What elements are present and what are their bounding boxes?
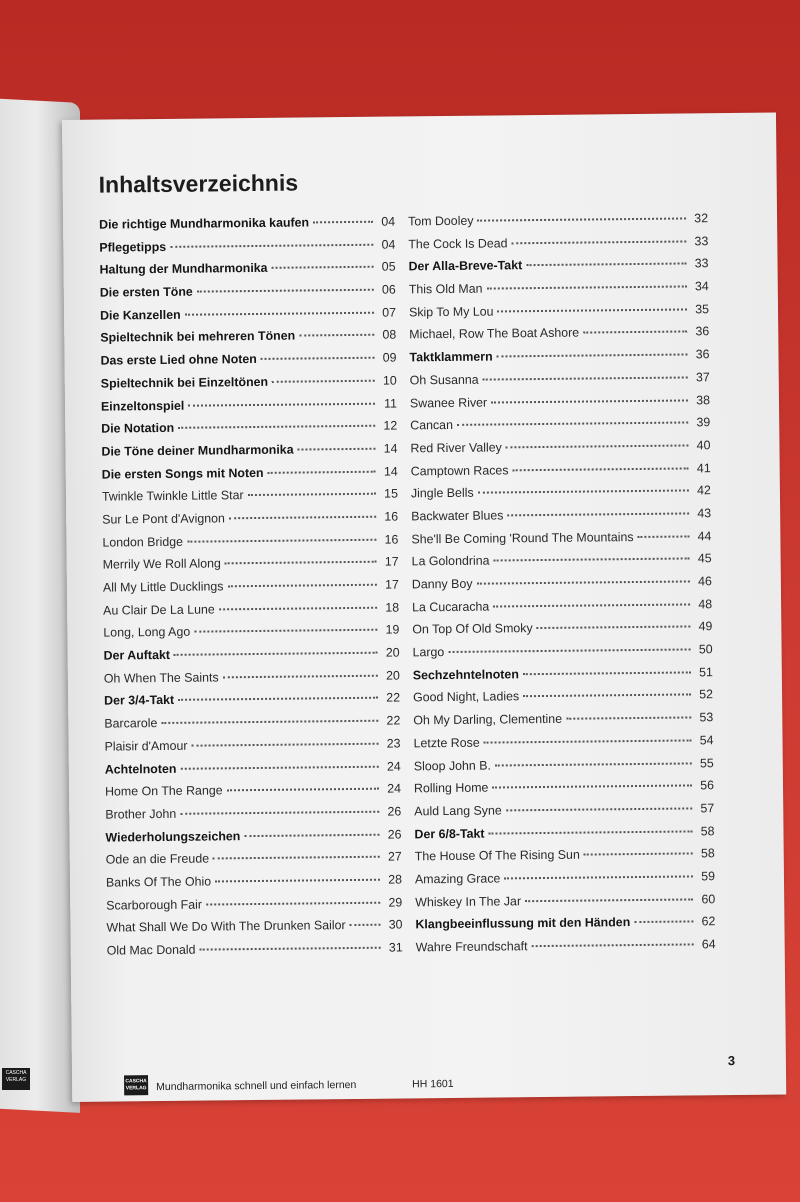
dot-leader xyxy=(197,289,374,293)
dot-leader xyxy=(174,652,378,656)
dot-leader xyxy=(511,240,686,244)
dot-leader xyxy=(486,286,686,290)
toc-entry-title: Achtelnoten xyxy=(104,761,177,777)
toc-entry-page: 35 xyxy=(695,301,710,317)
toc-entry-title: What Shall We Do With The Drunken Sailor xyxy=(106,918,346,935)
toc-entry-page: 60 xyxy=(701,891,716,906)
toc-entry-title: Camptown Races xyxy=(410,462,509,478)
dot-leader xyxy=(493,558,689,562)
toc-entry xyxy=(103,577,399,603)
toc-entry-title: This Old Man xyxy=(408,281,483,297)
dot-leader xyxy=(476,580,689,584)
toc-entry xyxy=(103,555,399,581)
toc-entry xyxy=(105,804,401,830)
toc-entry-title: Oh When The Saints xyxy=(103,670,219,686)
dot-leader xyxy=(272,380,375,383)
toc-entry-page: 31 xyxy=(388,940,403,955)
toc-entry-title: Ode an die Freude xyxy=(105,851,210,867)
toc-entry xyxy=(414,756,714,782)
toc-entry-title: Die ersten Töne xyxy=(99,284,193,300)
toc-entry-page: 41 xyxy=(696,460,711,475)
toc-entry-title: La Golondrina xyxy=(411,553,490,569)
toc-entry-title: Taktklammern xyxy=(409,349,493,365)
page-title: Inhaltsverzeichnis xyxy=(98,169,299,198)
toc-entry-title: Twinkle Twinkle Little Star xyxy=(101,488,244,504)
page-footer xyxy=(124,1063,744,1099)
dot-leader xyxy=(478,490,689,494)
toc-entry-title: Sloop John B. xyxy=(413,758,492,773)
toc-entry-page: 58 xyxy=(700,823,715,838)
toc-entry-page: 62 xyxy=(701,914,716,929)
toc-entry-page: 64 xyxy=(701,937,716,952)
dot-leader xyxy=(191,743,378,747)
toc-entry xyxy=(415,892,715,918)
toc-entry-page: 54 xyxy=(699,733,714,748)
dot-leader xyxy=(497,354,688,358)
dot-leader xyxy=(227,584,376,588)
toc-entry-title: Au Clair De La Lune xyxy=(103,602,215,618)
toc-entry-page: 06 xyxy=(381,282,396,297)
toc-entry-title: Sur Le Pont d'Avignon xyxy=(102,511,225,527)
toc-entry xyxy=(415,846,715,872)
toc-entry-title: Largo xyxy=(412,645,445,660)
toc-entry-page: 12 xyxy=(383,418,398,433)
toc-entry-title: Whiskey In The Jar xyxy=(415,893,522,909)
toc-entry xyxy=(102,532,398,558)
dot-leader xyxy=(185,311,374,315)
toc-entry xyxy=(412,620,712,646)
left-page-logo: CASCHA VERLAG xyxy=(2,1068,30,1090)
toc-entry xyxy=(100,305,396,331)
toc-entry xyxy=(408,257,708,283)
toc-entry-title: Home On The Range xyxy=(104,783,223,799)
dot-leader xyxy=(215,879,380,883)
toc-entry-title: Tom Dooley xyxy=(408,213,474,229)
toc-entry xyxy=(413,642,713,668)
toc-entry-title: Die Kanzellen xyxy=(99,307,181,323)
toc-entry-title: Das erste Lied ohne Noten xyxy=(100,352,257,368)
toc-entry-title: Backwater Blues xyxy=(411,508,504,524)
toc-entry-page: 38 xyxy=(696,392,711,407)
dot-leader xyxy=(200,947,381,951)
dot-leader xyxy=(531,943,693,947)
toc-entry-title: Oh My Darling, Clementine xyxy=(413,711,563,728)
toc-entry-page: 58 xyxy=(700,846,715,861)
toc-entry-page: 50 xyxy=(698,642,713,657)
toc-entry xyxy=(414,801,714,827)
dot-leader xyxy=(187,538,376,542)
toc-entry-page: 16 xyxy=(384,509,399,524)
toc-entry xyxy=(413,710,713,736)
toc-entry xyxy=(102,464,398,490)
footer-book-title: Mundharmonika schnell und einfach lernen xyxy=(156,1078,357,1094)
dot-leader xyxy=(448,649,690,654)
toc-entry-page: 59 xyxy=(701,869,716,884)
toc-entry xyxy=(410,415,710,441)
toc-entry-title: Klangbeeinflussung mit den Händen xyxy=(415,915,631,932)
toc-entry-page: 37 xyxy=(695,370,710,385)
dot-leader xyxy=(298,448,376,451)
toc-entry xyxy=(411,529,711,555)
toc-entry xyxy=(102,509,398,535)
toc-entry xyxy=(410,438,710,464)
toc-entry-title: Die ersten Songs mit Noten xyxy=(101,465,264,482)
toc-entry-page: 17 xyxy=(384,554,399,569)
toc-entry-title: Michael, Row The Boat Ashore xyxy=(409,326,580,342)
toc-entry-title: Die Töne deiner Mundharmonika xyxy=(101,442,294,459)
dot-leader xyxy=(525,898,693,902)
toc-entry-page: 17 xyxy=(385,577,399,592)
toc-entry-title: Pflegetipps xyxy=(99,239,167,255)
toc-entry-title: Spieltechnik bei mehreren Tönen xyxy=(100,329,296,346)
toc-entry-title: Oh Susanna xyxy=(409,372,479,388)
toc-entry xyxy=(410,370,710,396)
toc-entry-page: 55 xyxy=(699,755,714,770)
toc-entry-title: Good Night, Ladies xyxy=(412,689,520,705)
toc-entry-title: London Bridge xyxy=(102,534,184,550)
toc-entry xyxy=(101,419,397,445)
toc-entry-page: 53 xyxy=(699,710,714,725)
dot-leader xyxy=(498,308,688,312)
dot-leader xyxy=(477,217,686,221)
toc-entry-page: 15 xyxy=(384,486,399,501)
toc-entry-page: 48 xyxy=(698,596,713,612)
dot-leader xyxy=(504,875,693,879)
dot-leader xyxy=(299,334,374,337)
toc-entry-title: Jingle Bells xyxy=(410,485,474,501)
toc-entry xyxy=(409,302,709,328)
toc-entry-page: 20 xyxy=(385,668,400,683)
toc-entry-page: 14 xyxy=(383,464,398,479)
toc-entry-title: Skip To My Lou xyxy=(408,304,494,320)
toc-entry-page: 51 xyxy=(698,664,713,680)
toc-entry-page: 46 xyxy=(697,574,712,589)
toc-entry xyxy=(411,461,711,487)
dot-leader xyxy=(512,467,688,471)
toc-entry-title: Barcarole xyxy=(104,716,158,731)
toc-entry xyxy=(106,895,402,921)
toc-entry xyxy=(104,691,400,717)
dot-leader xyxy=(483,376,688,380)
dot-leader xyxy=(313,221,373,224)
toc-entry-page: 44 xyxy=(697,528,712,543)
toc-entry-title: La Cucaracha xyxy=(412,599,490,615)
toc-entry-title: Auld Lang Syne xyxy=(414,803,502,819)
toc-entry-title: On Top Of Old Smoky xyxy=(412,621,533,637)
dot-leader xyxy=(219,606,377,610)
toc-entry-page: 14 xyxy=(383,441,398,456)
toc-entry-title: The House Of The Rising Sun xyxy=(414,847,580,864)
dot-leader xyxy=(225,561,377,565)
toc-entry xyxy=(411,483,711,509)
dot-leader xyxy=(523,694,691,698)
toc-entry-page: 08 xyxy=(382,327,397,343)
toc-entry xyxy=(409,279,709,305)
toc-entry xyxy=(99,237,395,263)
toc-entry-page: 57 xyxy=(700,801,715,816)
toc-entry-title: Einzeltonspiel xyxy=(100,398,185,414)
toc-entry-title: Red River Valley xyxy=(410,440,502,456)
toc-entry-title: Der 3/4-Takt xyxy=(104,693,175,709)
toc-entry-title: Danny Boy xyxy=(411,576,473,592)
toc-entry-title: Die Notation xyxy=(101,421,175,436)
toc-entry xyxy=(107,940,403,966)
toc-entry-title: Spieltechnik bei Einzeltönen xyxy=(100,374,269,391)
dot-leader xyxy=(223,674,378,678)
toc-entry-title: Wahre Freundschaft xyxy=(415,939,528,955)
dot-leader xyxy=(206,901,380,905)
toc-entry-page: 33 xyxy=(694,256,709,271)
toc-entry xyxy=(104,646,400,672)
toc-entry xyxy=(105,782,401,808)
toc-entry xyxy=(413,688,713,714)
toc-entry-title: Haltung der Mundharmonika xyxy=(99,261,268,277)
dot-leader xyxy=(506,807,693,811)
toc-entry-page: 09 xyxy=(382,350,397,365)
toc-entry-page: 36 xyxy=(695,324,710,339)
toc-entry xyxy=(410,393,710,419)
dot-leader xyxy=(634,921,693,924)
toc-entry xyxy=(408,211,708,237)
toc-entry-page: 27 xyxy=(387,849,402,864)
toc-entry-title: Merrily We Roll Along xyxy=(102,556,221,572)
toc-entry xyxy=(99,260,395,286)
toc-entry-title: All My Little Ducklings xyxy=(102,579,224,595)
dot-leader xyxy=(188,402,375,406)
toc-entry xyxy=(101,396,397,422)
toc-entry-title: Der Auftakt xyxy=(103,647,171,663)
dot-leader xyxy=(493,603,690,607)
booklet-page xyxy=(62,113,786,1102)
toc-entry-page: 34 xyxy=(694,279,709,294)
dot-leader xyxy=(244,833,379,836)
toc-entry-page: 32 xyxy=(694,211,709,226)
toc-entry xyxy=(409,325,709,351)
dot-leader xyxy=(261,357,375,360)
dot-leader xyxy=(272,266,374,269)
toc-entry xyxy=(103,600,399,626)
dot-leader xyxy=(537,626,691,630)
toc-entry-page: 18 xyxy=(385,600,400,615)
dot-leader xyxy=(526,263,686,267)
footer-code: HH 1601 xyxy=(412,1077,454,1091)
toc-entry-page: 28 xyxy=(388,872,403,887)
toc-entry-page: 24 xyxy=(387,781,402,796)
toc-entry-page: 16 xyxy=(384,532,399,547)
toc-entry xyxy=(101,441,397,467)
toc-entry-page: 26 xyxy=(387,827,402,842)
toc-entry xyxy=(104,668,400,694)
toc-entry xyxy=(101,373,397,399)
toc-entry xyxy=(414,778,714,804)
toc-entry-title: Old Mac Donald xyxy=(106,942,196,958)
toc-entry xyxy=(106,850,402,876)
toc-entry xyxy=(412,552,712,578)
toc-entry-title: Amazing Grace xyxy=(414,871,501,887)
toc-entry xyxy=(100,351,396,377)
toc-entry-title: Banks Of The Ohio xyxy=(105,874,212,890)
toc-entry-title: Rolling Home xyxy=(413,780,489,796)
toc-entry-title: Brother John xyxy=(105,806,177,822)
toc-entry-title: Wiederholungszeichen xyxy=(105,828,241,845)
toc-entry-title: Der Alla-Breve-Takt xyxy=(408,258,523,274)
dot-leader xyxy=(491,399,688,403)
toc-entry-page: 22 xyxy=(386,690,401,706)
dot-leader xyxy=(213,856,380,860)
toc-entry-page: 39 xyxy=(696,415,711,430)
toc-entry-title: Die richtige Mundharmonika kaufen xyxy=(99,215,310,232)
dot-leader xyxy=(484,739,692,743)
publisher-logo: CASCHA VERLAG xyxy=(124,1075,148,1095)
dot-leader xyxy=(584,853,693,856)
toc-entry-page: 19 xyxy=(385,622,400,638)
dot-leader xyxy=(229,516,376,520)
toc-entry-title: Scarborough Fair xyxy=(106,897,203,913)
dot-leader xyxy=(638,535,690,538)
toc-entry xyxy=(413,665,713,691)
toc-entry-page: 29 xyxy=(388,895,403,910)
toc-entry xyxy=(415,869,715,895)
dot-leader xyxy=(178,425,375,429)
dot-leader xyxy=(495,762,692,766)
page-number: 3 xyxy=(727,1053,736,1069)
toc-entry-page: 04 xyxy=(381,214,396,229)
toc-entry-page: 11 xyxy=(384,396,398,411)
toc-entry-page: 40 xyxy=(696,438,711,453)
dot-leader xyxy=(194,629,377,633)
toc-entry xyxy=(415,915,715,941)
dot-leader xyxy=(267,470,375,473)
dot-leader xyxy=(507,512,689,516)
toc-entry xyxy=(409,347,709,373)
toc-entry xyxy=(100,283,396,309)
toc-entry-title: Sechzehntelnoten xyxy=(412,666,519,683)
dot-leader xyxy=(566,717,691,720)
toc-entry-page: 30 xyxy=(388,917,403,932)
dot-leader xyxy=(178,697,378,701)
toc-left-column xyxy=(99,215,403,967)
toc-entry-page: 07 xyxy=(382,305,397,320)
dot-leader xyxy=(457,422,688,426)
dot-leader xyxy=(488,830,692,834)
toc-entry-title: Cancan xyxy=(410,418,454,433)
toc-entry xyxy=(102,487,398,513)
dot-leader xyxy=(492,785,692,789)
toc-entry xyxy=(411,506,711,532)
dot-leader xyxy=(180,765,378,769)
dot-leader xyxy=(350,924,381,926)
dot-leader xyxy=(506,444,689,448)
toc-entry xyxy=(99,215,395,241)
toc-entry xyxy=(100,328,396,354)
toc-entry-page: 05 xyxy=(381,259,396,275)
dot-leader xyxy=(583,331,687,334)
toc-entry xyxy=(103,623,399,649)
dot-leader xyxy=(248,493,376,496)
dot-leader xyxy=(180,811,379,815)
toc-entry-title: Der 6/8-Takt xyxy=(414,826,485,841)
dot-leader xyxy=(523,671,691,675)
toc-entry-page: 36 xyxy=(695,347,710,362)
toc-entry-page: 22 xyxy=(386,713,401,728)
toc-entry xyxy=(105,827,401,853)
toc-entry xyxy=(413,733,713,759)
toc-entry-page: 23 xyxy=(386,736,401,751)
toc-entry xyxy=(104,714,400,740)
toc-entry xyxy=(408,234,708,260)
toc-entry-page: 04 xyxy=(381,237,396,252)
dot-leader xyxy=(161,720,378,724)
toc-entry xyxy=(414,824,714,850)
toc-entry xyxy=(105,759,401,785)
toc-entry-title: Long, Long Ago xyxy=(103,625,191,640)
toc-entry-title: The Cock Is Dead xyxy=(408,236,508,252)
toc-entry xyxy=(412,574,712,600)
toc-entry-page: 52 xyxy=(699,687,714,702)
toc-entry-page: 49 xyxy=(698,619,713,634)
toc-entry-title: Swanee River xyxy=(409,395,488,410)
toc-entry-page: 24 xyxy=(386,758,401,774)
toc-entry-page: 42 xyxy=(697,483,711,498)
toc-entry-page: 43 xyxy=(697,506,712,521)
dot-leader xyxy=(170,243,373,247)
toc-entry xyxy=(106,918,402,944)
toc-entry xyxy=(412,597,712,623)
toc-entry xyxy=(106,872,402,898)
toc-entry-page: 33 xyxy=(694,233,709,249)
toc-entry-page: 56 xyxy=(700,778,715,793)
toc-right-column xyxy=(408,211,716,963)
toc-entry-page: 26 xyxy=(387,804,402,819)
toc-entry xyxy=(416,937,716,963)
toc-entry-page: 20 xyxy=(385,645,400,660)
toc-entry-page: 45 xyxy=(697,551,712,566)
toc-entry-title: She'll Be Coming 'Round The Mountains xyxy=(411,529,634,546)
toc-entry-title: Letzte Rose xyxy=(413,735,480,751)
toc-entry xyxy=(104,736,400,762)
toc-entry-title: Plaisir d'Amour xyxy=(104,738,188,754)
dot-leader xyxy=(227,788,379,792)
toc-entry-page: 10 xyxy=(382,373,397,388)
